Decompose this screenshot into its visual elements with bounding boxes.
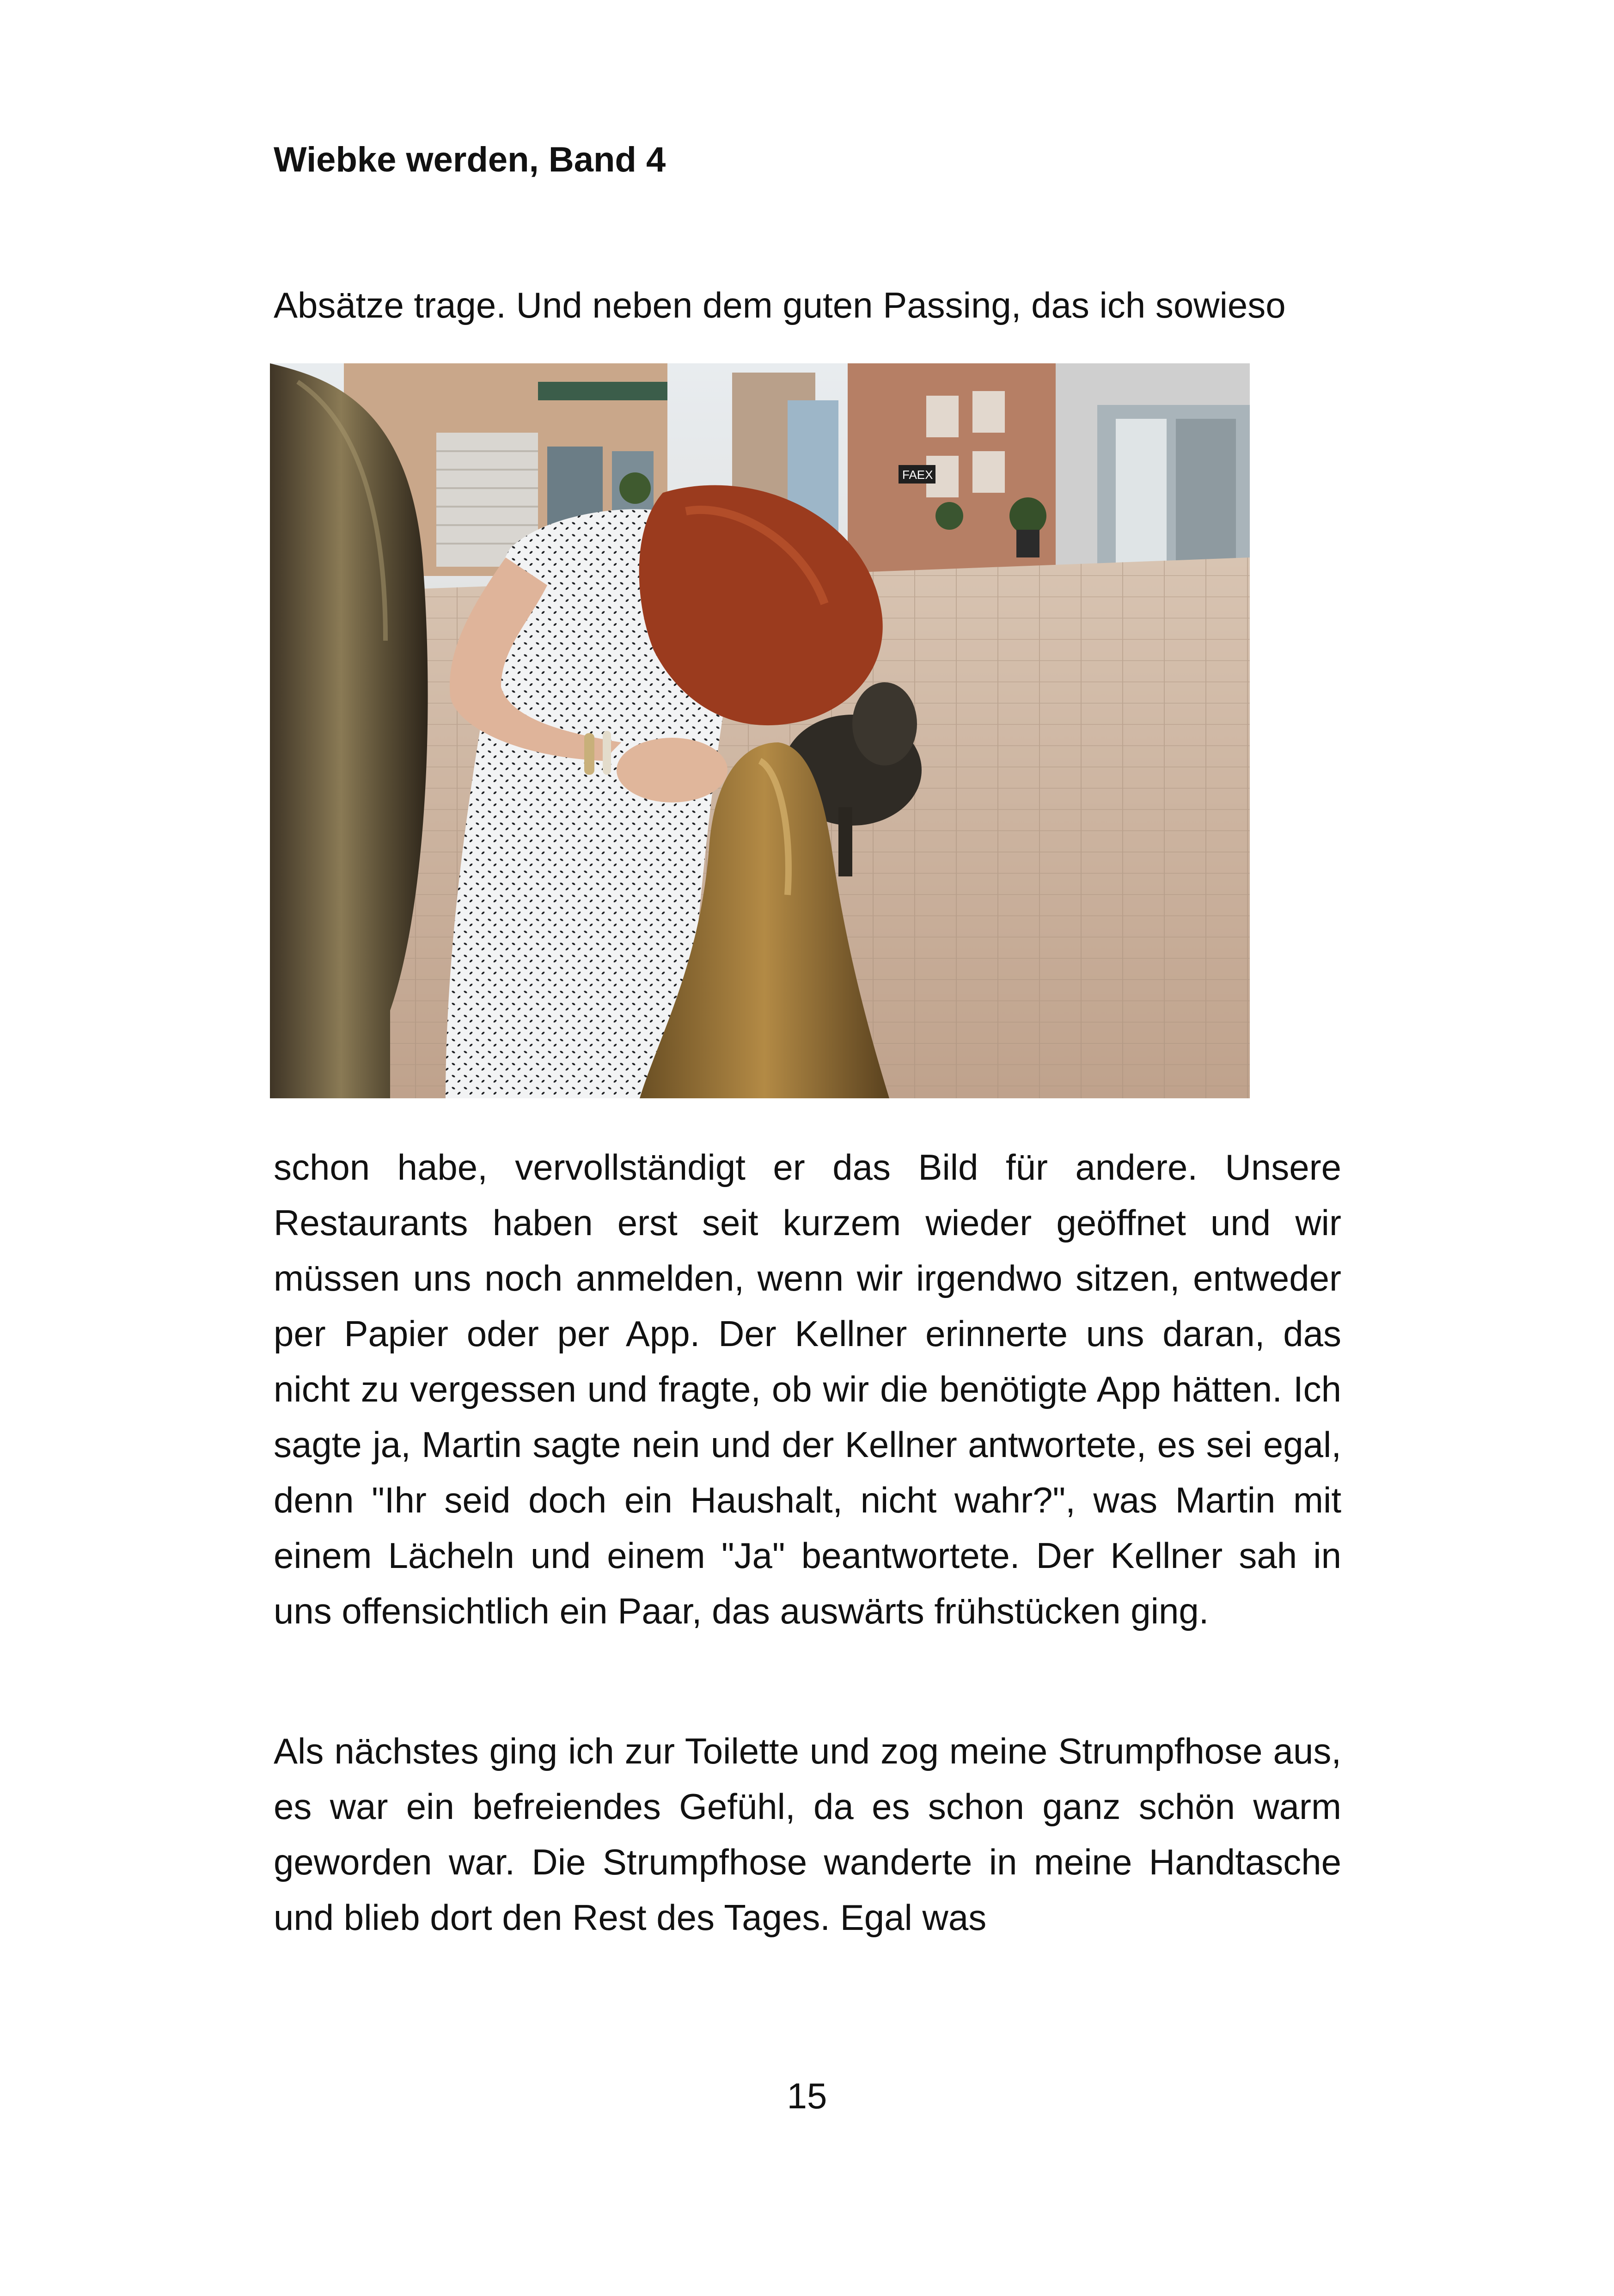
text-line-before-photo: Absätze trage. Und neben dem guten Passing, das ich sowieso <box>274 285 1286 325</box>
running-header-title: Wiebke werden, Band 4 <box>274 140 666 179</box>
paragraph-2: Als nächstes ging ich zur Toilette und zog meine Strumpfhose aus, es war ein befreiendes Gefühl, da es schon ganz schön warm geworden war. Die Strumpfhose wanderte in meine Handtasche und blieb dort den Rest des Tages. Egal was <box>274 1731 1341 1938</box>
street-photo <box>270 363 1250 1098</box>
paragraph-1: schon habe, vervollständigt er das Bild für andere. Unsere Restaurants haben erst seit kurzem wieder geöffnet und wir müssen uns noch anmelden, wenn wir irgendwo sitzen, entweder per Papier oder per App. Der Kellner erinnerte uns daran, das nicht zu vergessen und fragte, ob wir die benötigte App hätten. Ich sagte ja, Martin sagte nein und der Kellner antwortete, es sei egal, denn "Ihr seid doch ein Haushalt, nicht wahr?", was Martin mit einem Lächeln und einem "Ja" beantwortete. Der Kellner sah in uns offensichtlich ein Paar, das auswärts frühstücken ging. <box>274 1147 1341 1631</box>
shop-sign-text: FAEX <box>902 468 933 482</box>
page-number: 15 <box>787 2076 827 2116</box>
